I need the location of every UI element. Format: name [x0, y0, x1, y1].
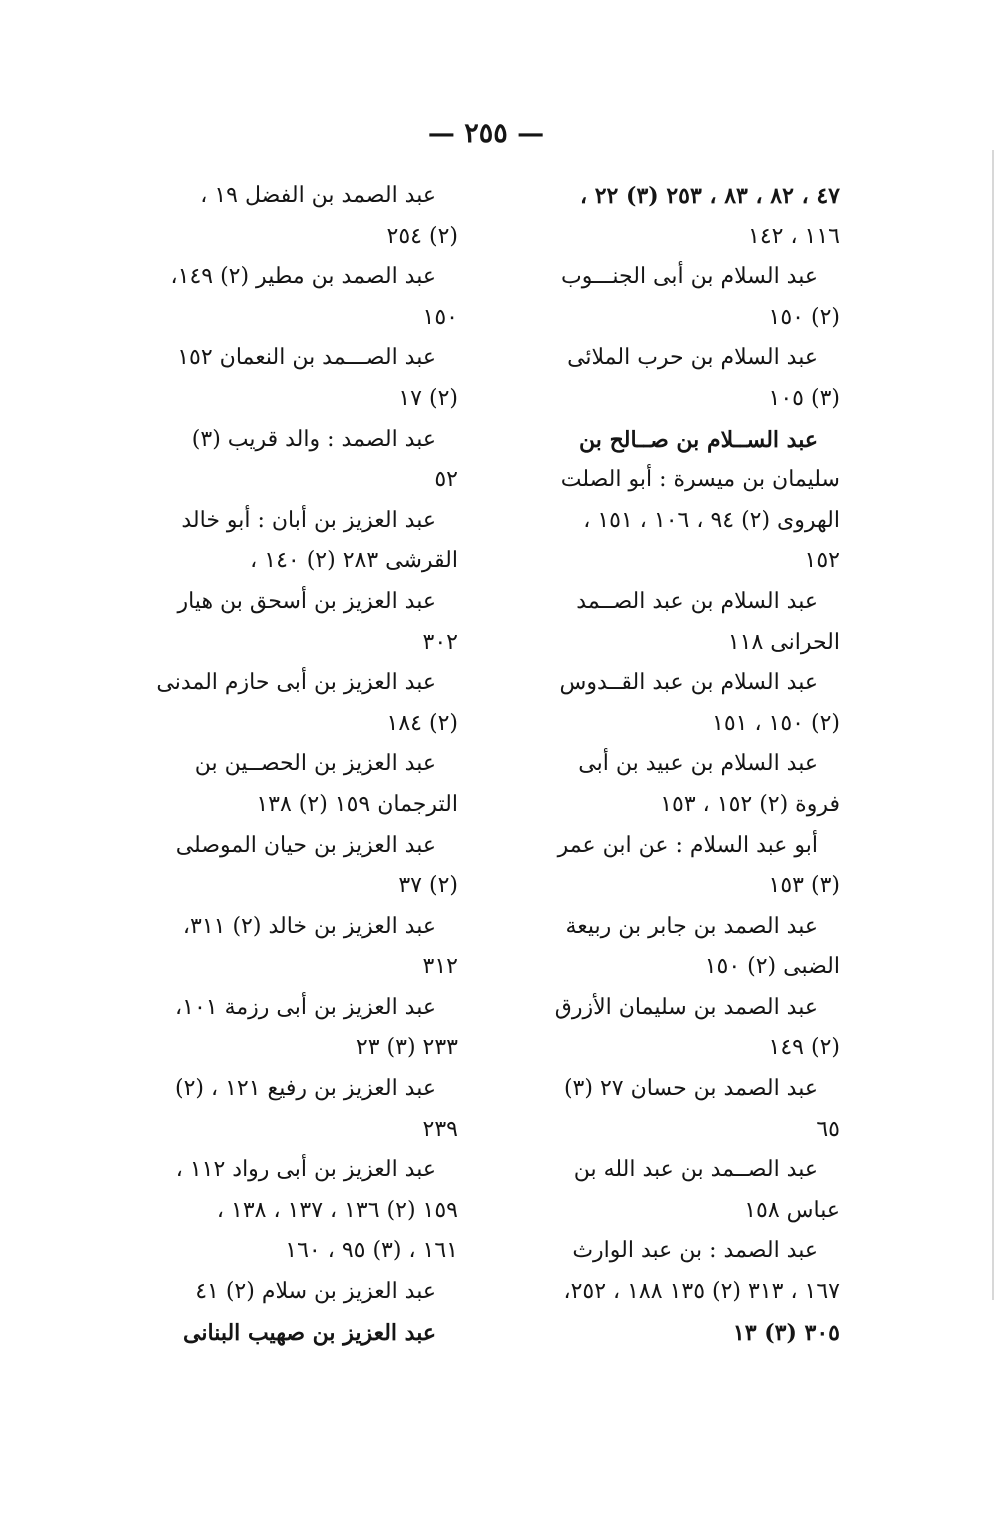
index-entry-continuation: (٢) ١٧ [398, 385, 458, 411]
index-entry-continuation: الحرانى ١١٨ [727, 629, 840, 655]
index-entry-continuation: الترجمان ١٥٩ (٢) ١٣٨ [256, 791, 458, 817]
index-entry-continuation: ٣١٢ [422, 954, 458, 980]
index-entry-start: عبد السلام بن أبى الجنـــوب [561, 264, 818, 290]
index-entry-start: عبد الصمد بن سليمان الأزرق [554, 994, 818, 1020]
index-entry-continuation: (٢) ١٥٠ ، ١٥١ [712, 710, 840, 736]
index-entry-start: عبد العزيز بن الحصــين بن [194, 751, 436, 777]
right-index-column [496, 176, 840, 1353]
index-entry-start: عبد العزيز بن رفيع ١٢١ ، (٢) [174, 1076, 436, 1102]
index-entry-continuation: (٣) ١٥٣ [768, 873, 840, 899]
index-entry-start: عبد الصـــمد بن النعمان ١٥٢ [177, 345, 436, 371]
index-entry-continuation: (٢) ٣٧ [398, 873, 458, 899]
index-entry-continuation: ١٥٩ (٢) ١٣٦ ، ١٣٧ ، ١٣٨ ، [216, 1197, 458, 1223]
index-entry-continuation: (٢) ١٨٤ [386, 710, 458, 736]
index-entry-start: عبد الصمد بن جابر بن ربيعة [565, 913, 818, 939]
index-entry-start: عبد الصمد بن الفضل ١٩ ، [200, 183, 436, 208]
index-entry-start: عبد العزيز بن حيان الموصلى [175, 832, 436, 858]
index-entry-start: عبد العزيز بن أسحق بن هيار [177, 588, 436, 614]
index-entry-continuation: ١٥٠ [422, 304, 458, 330]
index-entry-start: عبد الصمد : بن عبد الوارث [572, 1238, 818, 1264]
index-entry-continuation: عباس ١٥٨ [744, 1197, 840, 1223]
index-entry-continuation: ٢٣٩ [422, 1116, 458, 1142]
page-number: — ٢٥٥ — [427, 118, 545, 149]
index-entry-continuation: ١١٦ ، ١٤٢ [748, 223, 840, 249]
index-entry-start: عبد العزيز بن أبى رواد ١١٢ ، [175, 1157, 436, 1183]
index-entry-start: عبد الســلام بن صــالح بن [579, 426, 818, 453]
index-entry-continuation: ٥٢ [434, 467, 458, 493]
index-entry-start: عبد العزيز بن خالد (٢) ٣١١، [182, 913, 436, 939]
index-entry-continuation: ٤٧ ، ٨٢ ، ٨٣ ، ٢٥٣ (٣) ٢٢ ، [579, 183, 840, 209]
index-entry-continuation: ١٦١ ، (٣) ٩٥ ، ١٦٠ [285, 1238, 458, 1264]
index-entry-continuation: (٣) ١٠٥ [768, 385, 840, 411]
index-entry-continuation: ٦٥ [816, 1116, 840, 1142]
index-entry-continuation: القرشى ٢٨٣ (٢) ١٤٠ ، [250, 548, 458, 574]
page-edge-shadow [992, 150, 994, 1300]
index-entry-start: عبد العزيز بن أبان : أبو خالد [181, 507, 436, 533]
index-entry-start: عبد العزيز بن سلام (٢) ٤١ [195, 1279, 436, 1305]
index-entry-start: عبد العزيز بن أبى رزمة ١٠١، [175, 994, 436, 1020]
left-index-column [128, 176, 458, 1353]
index-entry-continuation: فروة (٢) ١٥٢ ، ١٥٣ [660, 791, 840, 817]
index-entry-continuation: ٣٠٢ [422, 629, 458, 655]
index-entry-start: عبد العزيز بن أبى حازم المدنى [156, 670, 436, 696]
index-entry-continuation: (٢) ١٤٩ [768, 1035, 840, 1061]
index-entry-start: أبو عبد السلام : عن ابن عمر [557, 832, 818, 858]
index-entry-start: عبد الصمد : والد قريب (٣) [191, 426, 436, 452]
index-entry-start: عبد السلام بن عبيد بن أبى [578, 751, 818, 777]
index-entry-start: عبد الصمد بن مطير (٢) ١٤٩، [170, 264, 436, 290]
index-entry-continuation: ١٥٢ [804, 548, 840, 574]
index-entry-continuation: (٢) ٢٥٤ [386, 223, 458, 249]
index-entry-continuation: الضبى (٢) ١٥٠ [704, 954, 840, 980]
index-entry-continuation: (٢) ١٥٠ [768, 304, 840, 330]
index-entry-start: عبد الصــمد بن عبد الله بن [573, 1157, 818, 1183]
index-entry-continuation: سليمان بن ميسرة : أبو الصلت [560, 467, 840, 493]
index-entry-continuation: ٢٣٣ (٣) ٢٣ [355, 1035, 458, 1061]
index-entry-continuation: الهروى (٢) ٩٤ ، ١٠٦ ، ١٥١ ، [583, 507, 840, 533]
index-entry-start: عبد السلام بن حرب الملائى [567, 345, 818, 371]
index-entry-start: عبد العزيز بن صهيب البنانى [183, 1319, 436, 1346]
index-entry-start: عبد الصمد بن حسان ٢٧ (٣) [563, 1076, 818, 1102]
index-entry-continuation: ٣٠٥ (٣) ١٣ [732, 1319, 840, 1346]
index-entry-start: عبد السلام بن عبد الصــمد [576, 588, 818, 614]
index-entry-continuation: ١٦٧ ، ٣١٣ (٢) ١٣٥ ١٨٨ ، ٢٥٢، [563, 1279, 840, 1305]
index-entry-start: عبد السلام بن عبد القــدوس [559, 670, 818, 696]
